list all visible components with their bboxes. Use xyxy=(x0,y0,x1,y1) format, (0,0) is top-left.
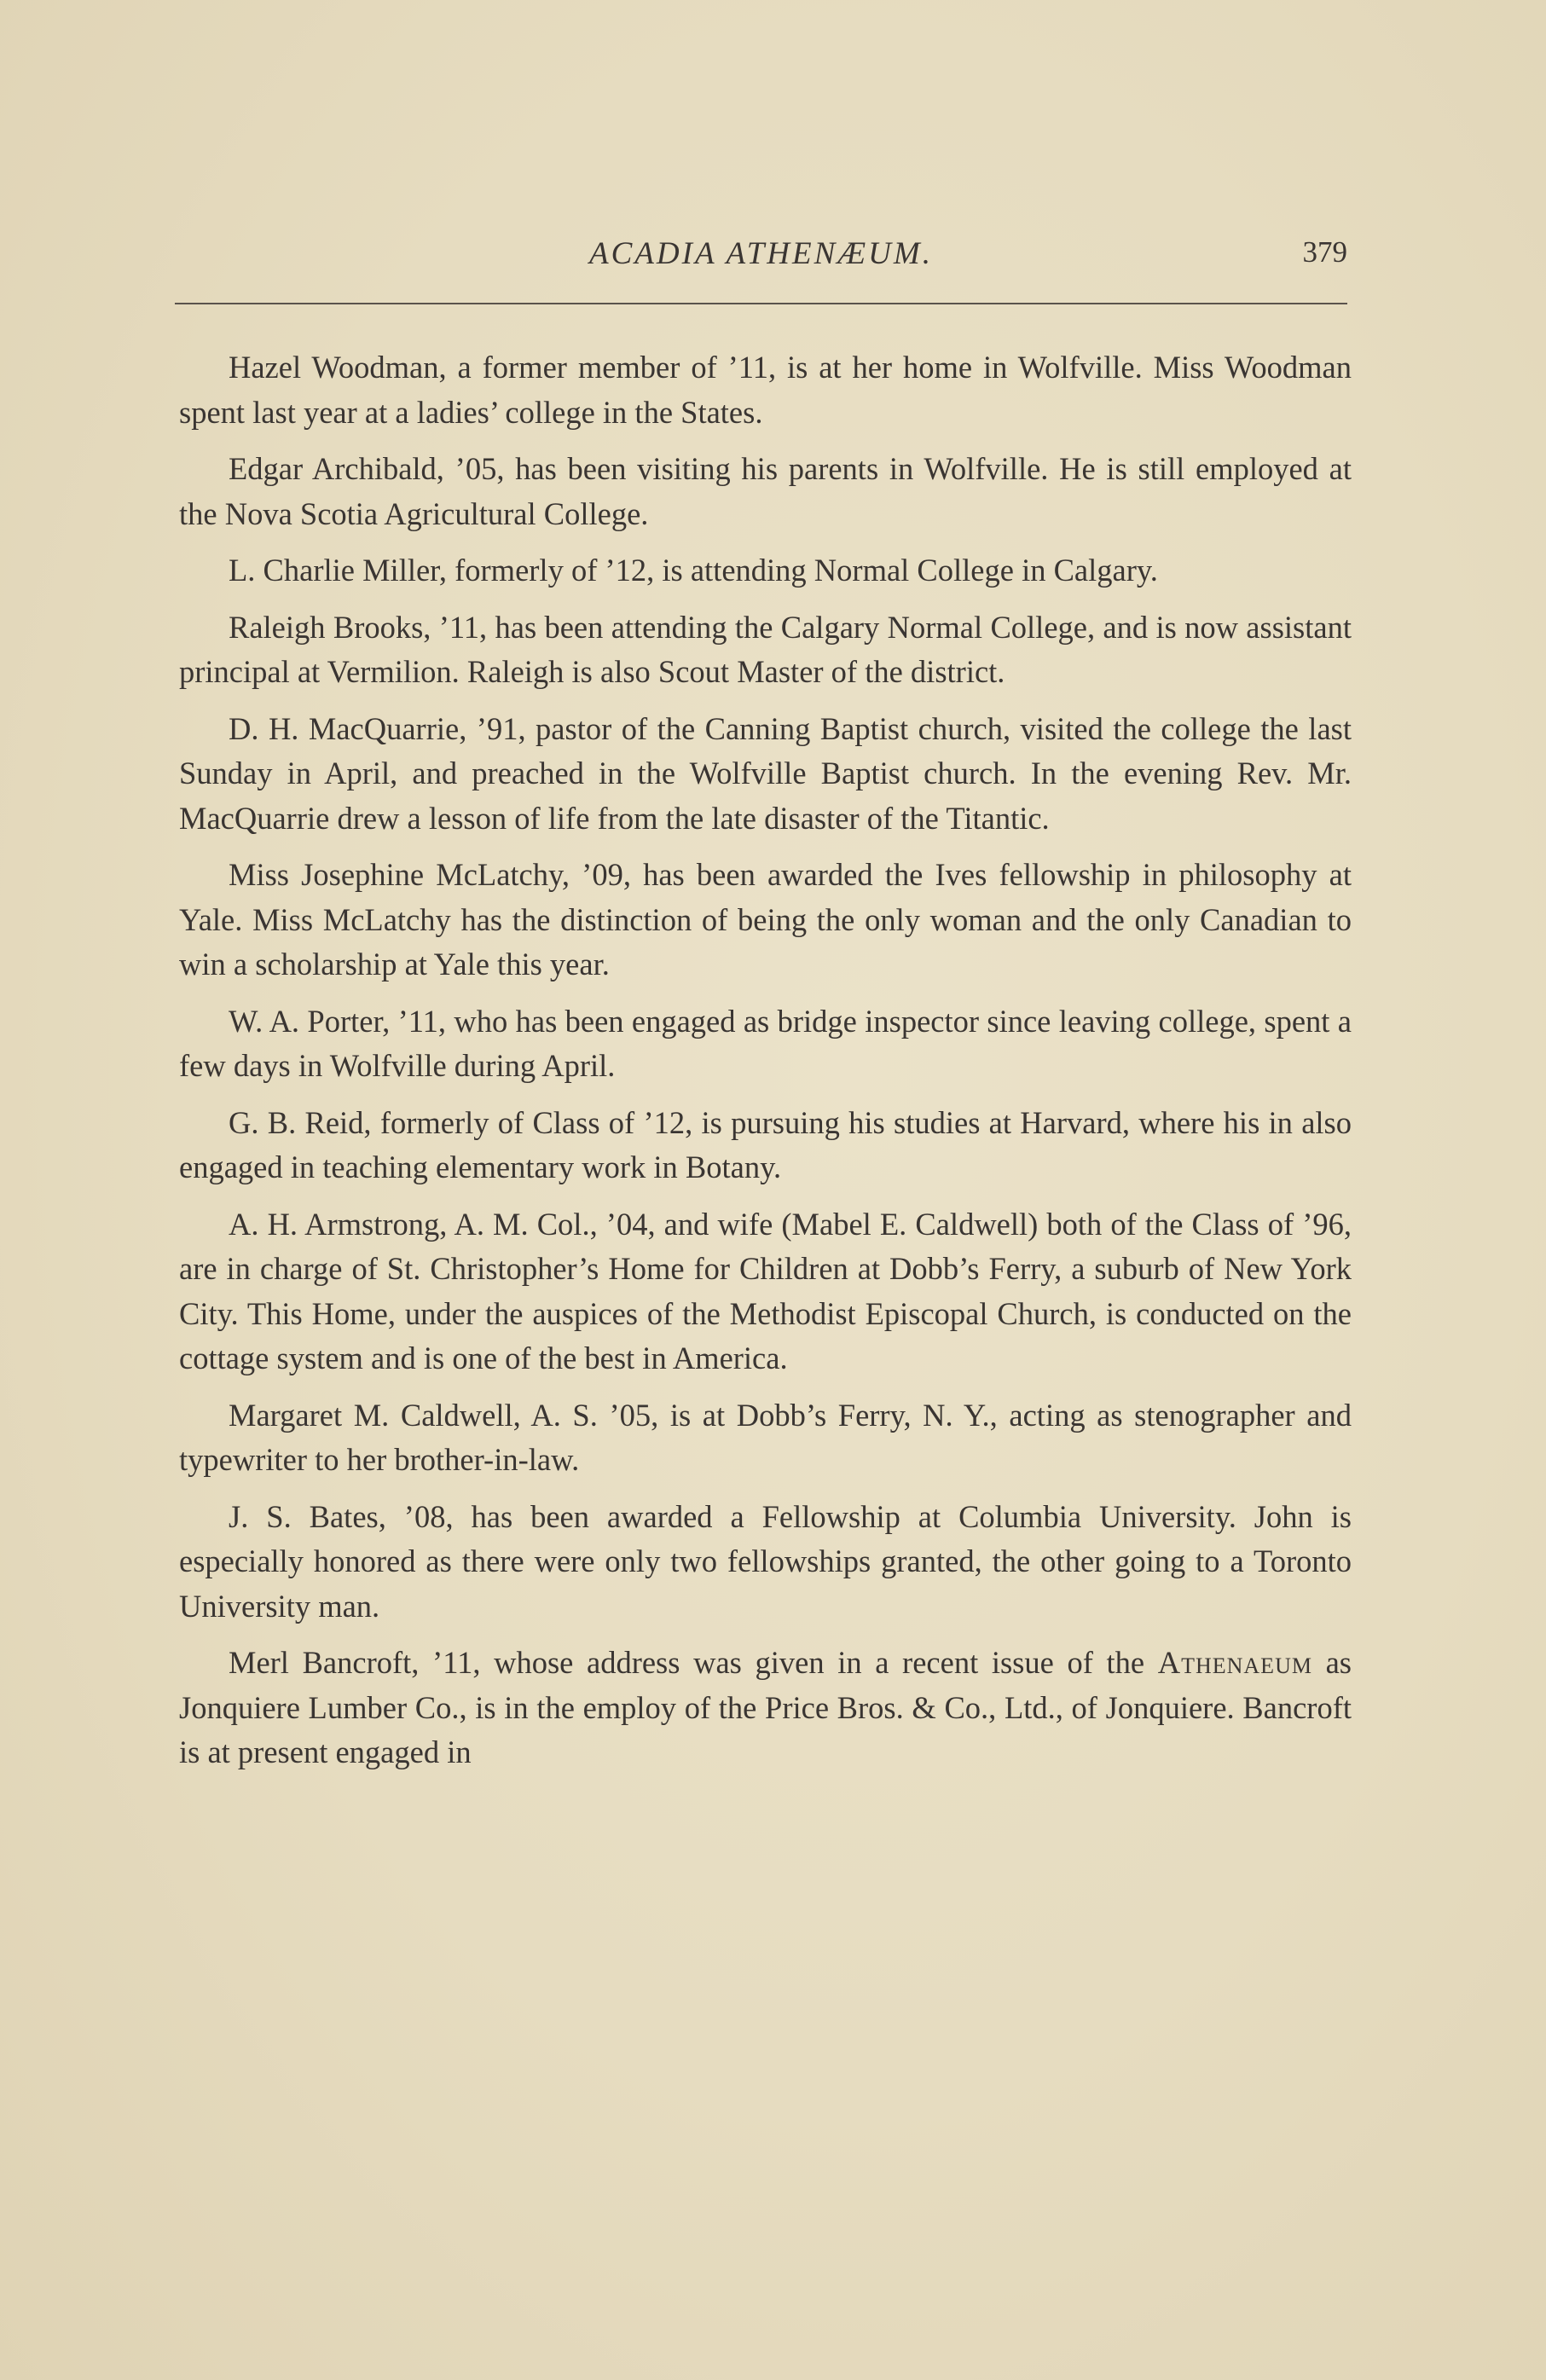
running-title: ACADIA ATHENÆUM. xyxy=(589,236,933,271)
paragraph-josephine-mclatchy: Miss Josephine McLatchy, ’09, has been awarded the Ives fellowship in philosophy at Yale. Miss McLatchy has the distinction of being the only woman and the only Canadian to win a scholarship at Yale this year. xyxy=(179,857,1352,982)
paragraph-edgar-archibald: Edgar Archibald, ’05, has been visiting his parents in Wolfville. He is still employed at the Nova Scotia Agricultural College. xyxy=(179,451,1352,531)
paragraph-hazel-woodman: Hazel Woodman, a former member of ’11, is at her home in Wolfville. Miss Woodman spent last year at a ladies’ college in the States. xyxy=(179,350,1352,430)
paragraph-porter: W. A. Porter, ’11, who has been engaged as bridge inspector since leaving college, spent a few days in Wolfville during April. xyxy=(179,1003,1352,1083)
paragraph-raleigh-brooks: Raleigh Brooks, ’11, has been attending the Calgary Normal College, and is now assistant principal at Vermilion. Raleigh is also Scout Master of the district. xyxy=(179,609,1352,689)
bancroft-text-lead: Merl Bancroft, ’11, whose address was given in a recent issue of the xyxy=(229,1645,1158,1680)
bancroft-text-tail: as Jonquiere Lumber Co., is in the employ of the Price Bros. & Co., Ltd., of Jonquiere. Bancroft is at present engaged in xyxy=(179,1645,1352,1769)
paragraph-merl-bancroft xyxy=(179,1641,1352,1775)
page-number: 379 xyxy=(1302,235,1347,269)
paragraph-bates: J. S. Bates, ’08, has been awarded a Fellowship at Columbia University. John is especially honored as there were only two fellowships granted, the other going to a Toronto University man. xyxy=(179,1498,1352,1624)
athenaeum-smallcaps: Athenaeum xyxy=(1157,1645,1312,1680)
paragraph-charlie-miller: L. Charlie Miller, formerly of ’12, is attending Normal College in Calgary. xyxy=(229,553,1158,588)
paragraph-reid: G. B. Reid, formerly of Class of ’12, is pursuing his studies at Harvard, where his in also engaged in teaching elementary work in Botany. xyxy=(179,1104,1352,1184)
paragraph-macquarrie: D. H. MacQuarrie, ’91, pastor of the Canning Baptist church, visited the college the last Sunday in April, and preached in the Wolfville Baptist church. In the evening Rev. Mr. MacQuarrie drew a lesson of life from the late disaster of the Titantic. xyxy=(179,710,1352,836)
header-rule xyxy=(175,303,1347,304)
body-text xyxy=(179,345,1352,1787)
page-header xyxy=(175,235,1347,287)
paragraph-armstrong: A. H. Armstrong, A. M. Col., ’04, and wife (Mabel E. Caldwell) both of the Class of ’96, are in charge of St. Christopher’s Home for Children at Dobb’s Ferry, a suburb of New York City. This Home, under the auspices of the Methodist Episcopal Church, is conducted on the cottage system and is one of the best in America. xyxy=(179,1206,1352,1375)
paragraph-margaret-caldwell: Margaret M. Caldwell, A. S. ’05, is at Dobb’s Ferry, N. Y., acting as stenographer and typewriter to her brother-in-law. xyxy=(179,1397,1352,1477)
